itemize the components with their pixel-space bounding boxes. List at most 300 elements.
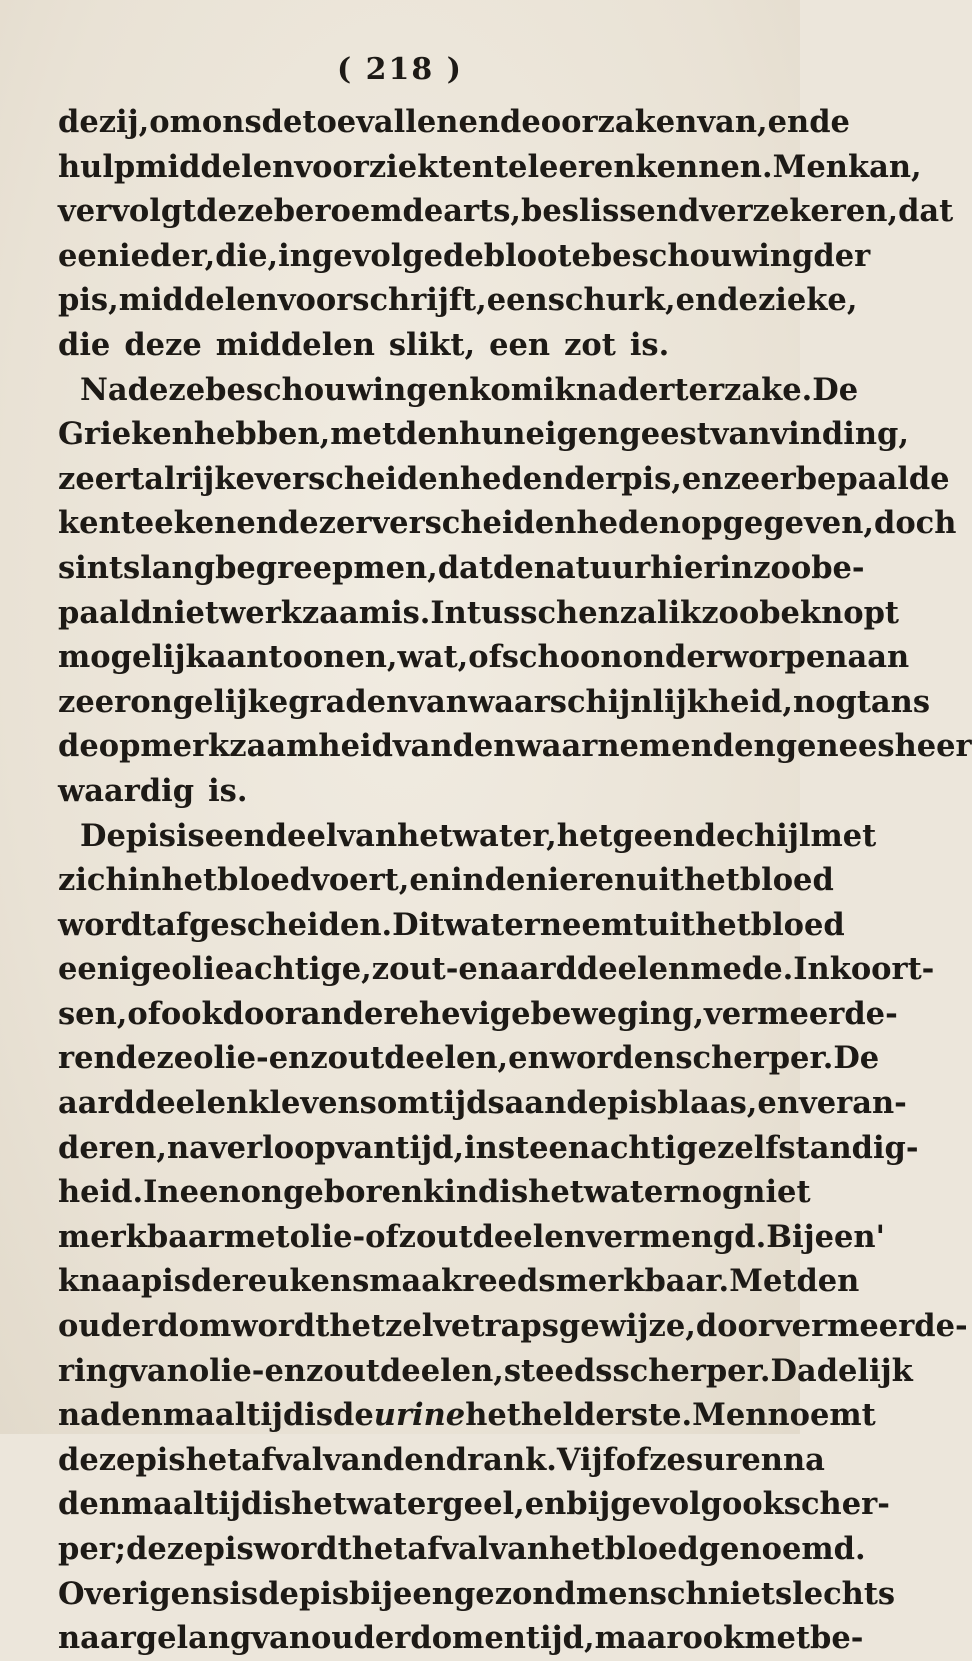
text-line bbox=[58, 1126, 919, 1171]
text-line bbox=[58, 1616, 864, 1661]
word: de bbox=[809, 104, 850, 140]
word: het bbox=[695, 906, 751, 943]
word: paald bbox=[58, 594, 152, 631]
word: reuk bbox=[231, 1263, 311, 1300]
word: pis bbox=[125, 817, 176, 854]
word: een bbox=[489, 326, 551, 363]
word: van bbox=[335, 1129, 396, 1166]
word: Dadelijk bbox=[770, 1352, 913, 1389]
word: merkbaar. bbox=[555, 1263, 730, 1300]
word: kennen. bbox=[635, 148, 773, 185]
text-line bbox=[58, 680, 931, 725]
word: scher- bbox=[783, 1486, 890, 1523]
word: is bbox=[175, 817, 205, 854]
word: den bbox=[99, 1397, 163, 1434]
word: is. bbox=[629, 326, 670, 363]
word: bloed bbox=[217, 862, 312, 899]
word: voorschrijft, bbox=[277, 282, 487, 319]
word: talrijke bbox=[130, 460, 255, 497]
word: of bbox=[127, 995, 161, 1032]
word: het bbox=[185, 1441, 242, 1478]
word: olie- bbox=[188, 1352, 265, 1389]
word: lang bbox=[140, 549, 216, 586]
word: sen, bbox=[58, 995, 128, 1032]
word: men, bbox=[353, 549, 438, 586]
text-line bbox=[58, 100, 850, 145]
word: knaap bbox=[58, 1263, 163, 1300]
word: de bbox=[694, 817, 736, 854]
word: het bbox=[549, 1531, 605, 1567]
word: olieachtige, bbox=[171, 951, 372, 988]
word: geneesheer bbox=[775, 728, 972, 765]
word: ons bbox=[201, 104, 262, 140]
word: de bbox=[261, 104, 303, 140]
text-line bbox=[58, 546, 865, 591]
word: de bbox=[190, 1263, 232, 1300]
word: ik bbox=[668, 594, 702, 631]
text-line bbox=[58, 412, 909, 457]
text-line bbox=[58, 591, 899, 636]
word: is bbox=[304, 1397, 334, 1434]
word: zout- bbox=[371, 951, 459, 988]
text-line bbox=[58, 501, 957, 546]
word: ook bbox=[721, 1486, 784, 1523]
word: pis bbox=[298, 1575, 350, 1612]
word: zeer bbox=[58, 460, 131, 497]
word: beschouwingen bbox=[205, 371, 470, 408]
word: bijgevolg bbox=[566, 1486, 722, 1523]
word: vermeerde- bbox=[773, 1308, 968, 1345]
word: kleven bbox=[248, 1085, 360, 1122]
word: deze bbox=[124, 326, 202, 363]
word: Bij bbox=[766, 1218, 815, 1255]
word: pis bbox=[203, 1531, 254, 1567]
word: of bbox=[365, 1218, 399, 1255]
word: ren bbox=[58, 1040, 116, 1077]
word: De bbox=[80, 817, 126, 854]
word: smaak bbox=[352, 1263, 463, 1300]
word: de bbox=[58, 728, 99, 765]
word: en bbox=[484, 1620, 526, 1657]
word: worden bbox=[549, 1040, 676, 1077]
word: gelang bbox=[135, 1620, 252, 1657]
word: trapsgewijze, bbox=[470, 1308, 696, 1345]
word: maaltijd bbox=[162, 1397, 305, 1434]
word: een bbox=[58, 237, 119, 274]
word: en bbox=[675, 282, 718, 319]
text-line bbox=[58, 189, 954, 234]
word: dat bbox=[898, 193, 954, 230]
word: scherper. bbox=[612, 1352, 771, 1389]
word: en bbox=[681, 460, 724, 497]
word: van bbox=[710, 416, 771, 453]
word: en bbox=[458, 104, 501, 140]
word: is. bbox=[391, 594, 431, 631]
word: na bbox=[58, 1397, 100, 1434]
word: Vijf bbox=[556, 1441, 616, 1478]
word: Overigens bbox=[58, 1575, 230, 1612]
word: ofschoon bbox=[468, 639, 623, 676]
word: en bbox=[409, 862, 451, 899]
word: den bbox=[382, 1441, 446, 1478]
word: natuur bbox=[533, 549, 651, 586]
word: beknopt bbox=[759, 594, 899, 631]
word: geest bbox=[619, 416, 711, 453]
word: water bbox=[346, 1486, 443, 1523]
word: en bbox=[310, 1263, 353, 1300]
word: hierin bbox=[650, 549, 754, 586]
word: ouderdom bbox=[311, 1620, 485, 1657]
word: wat, bbox=[397, 639, 469, 676]
word: olie- bbox=[193, 1040, 269, 1077]
word: chijl bbox=[735, 817, 811, 854]
word: begreep bbox=[215, 549, 354, 586]
word: ieder, bbox=[119, 237, 216, 274]
word: eenige bbox=[58, 951, 172, 988]
word: oorzaken bbox=[540, 104, 698, 140]
word: Men bbox=[692, 1397, 768, 1434]
word: De bbox=[833, 1040, 880, 1077]
word: maaltijd bbox=[120, 1486, 263, 1523]
word: water bbox=[444, 906, 540, 943]
text-line bbox=[58, 769, 774, 814]
word: de bbox=[258, 1575, 299, 1612]
word: Intusschen bbox=[430, 594, 620, 631]
word: neemt bbox=[539, 906, 648, 943]
word: en bbox=[268, 1040, 311, 1077]
word: is. bbox=[208, 772, 248, 809]
word: de bbox=[566, 1085, 608, 1122]
word: aan bbox=[504, 1085, 567, 1122]
word: urine bbox=[373, 1397, 466, 1434]
word: die, bbox=[215, 237, 279, 274]
word: zieke, bbox=[757, 282, 858, 319]
word: der bbox=[813, 237, 871, 274]
text-line bbox=[58, 858, 834, 903]
word: beslissend bbox=[521, 193, 700, 230]
word: zij, bbox=[98, 104, 150, 140]
word: sints bbox=[58, 549, 141, 586]
word: olie- bbox=[289, 1218, 366, 1255]
word: een' bbox=[814, 1218, 885, 1255]
word: beweging, bbox=[530, 995, 704, 1032]
word: beroemde bbox=[273, 193, 444, 230]
word: ook bbox=[682, 1620, 745, 1657]
word: aarddeelen bbox=[499, 951, 691, 988]
word: den bbox=[396, 416, 459, 453]
word: het bbox=[397, 817, 453, 854]
word: deze bbox=[58, 1441, 136, 1478]
word: nogtans bbox=[792, 683, 931, 720]
word: aan bbox=[847, 639, 910, 676]
word: schurk, bbox=[547, 282, 676, 319]
word: het bbox=[528, 1174, 584, 1211]
word: noemt bbox=[767, 1397, 876, 1434]
word: tijd, bbox=[525, 1620, 595, 1657]
word: merkbaar bbox=[58, 1218, 224, 1255]
word: de bbox=[717, 282, 758, 319]
word: pis, bbox=[621, 460, 682, 497]
word: tijd, bbox=[395, 1129, 465, 1166]
word: wordt bbox=[58, 906, 157, 943]
text-line bbox=[58, 1081, 907, 1126]
word: en bbox=[757, 1085, 800, 1122]
word: bepaalde bbox=[795, 460, 950, 497]
word: ouderdom bbox=[58, 1308, 232, 1345]
word: ter bbox=[674, 371, 725, 408]
word: die bbox=[58, 326, 111, 363]
word: eigen bbox=[525, 416, 620, 453]
word: In bbox=[143, 1174, 180, 1211]
word: ingevolge bbox=[278, 237, 444, 274]
word: het bbox=[684, 862, 740, 899]
word: heid. bbox=[58, 1174, 144, 1211]
word: opmerkzaamheid bbox=[98, 728, 393, 765]
word: afgescheiden. bbox=[156, 906, 393, 943]
word: Met bbox=[729, 1263, 797, 1300]
page-number: ( 218 ) bbox=[337, 52, 463, 87]
word: be- bbox=[810, 1620, 864, 1657]
text-line bbox=[58, 1170, 811, 1215]
word: in bbox=[450, 862, 485, 899]
word: opgegeven, bbox=[680, 505, 874, 542]
word: deze bbox=[115, 1040, 194, 1077]
word: Men bbox=[772, 148, 848, 185]
word: zoo bbox=[753, 549, 812, 586]
word: nog bbox=[679, 1174, 744, 1211]
word: een bbox=[392, 1575, 454, 1612]
text-line bbox=[58, 278, 858, 323]
word: onderworpen bbox=[622, 639, 848, 676]
word: zoo bbox=[701, 594, 760, 631]
word: is bbox=[229, 1575, 259, 1612]
word: aarddeelen bbox=[58, 1085, 249, 1122]
word: ik bbox=[542, 371, 576, 408]
word: zoutdeelen bbox=[398, 1218, 586, 1255]
word: het bbox=[161, 862, 218, 899]
word: verscheidenheden bbox=[371, 505, 681, 542]
word: Dit bbox=[392, 906, 445, 943]
word: bloed bbox=[739, 862, 834, 899]
text-line bbox=[58, 1304, 968, 1349]
word: van bbox=[251, 1620, 312, 1657]
word: hetzelve bbox=[329, 1308, 471, 1345]
word: zot bbox=[564, 326, 616, 363]
word: bloed bbox=[604, 1531, 699, 1567]
word: wordt bbox=[231, 1308, 330, 1345]
word: drank. bbox=[445, 1441, 557, 1478]
word: den bbox=[796, 1263, 860, 1300]
word: beschouwing bbox=[590, 237, 814, 274]
word: deze bbox=[127, 371, 206, 408]
word: een bbox=[486, 282, 548, 319]
text-line bbox=[58, 992, 898, 1037]
word: voert, bbox=[311, 862, 410, 899]
word: middelen bbox=[118, 282, 278, 319]
word: slikt, bbox=[388, 326, 476, 363]
word: ook bbox=[160, 995, 223, 1032]
word: met bbox=[330, 416, 397, 453]
word: en bbox=[524, 1486, 567, 1523]
word: steenachtige bbox=[497, 1129, 717, 1166]
word: deze bbox=[126, 1531, 204, 1567]
word: den bbox=[58, 1486, 121, 1523]
word: dat bbox=[437, 549, 493, 586]
text-line bbox=[58, 1036, 880, 1081]
word: vermengd. bbox=[585, 1218, 767, 1255]
word: en bbox=[767, 104, 810, 140]
word: van bbox=[323, 1441, 383, 1478]
word: verscheidenheden bbox=[254, 460, 565, 497]
text-line bbox=[58, 1215, 885, 1260]
word: zich bbox=[58, 862, 128, 899]
word: nieren bbox=[525, 862, 637, 899]
word: deze bbox=[196, 193, 274, 230]
word: een bbox=[204, 817, 266, 854]
word: somtijds bbox=[359, 1085, 505, 1122]
word: arts, bbox=[443, 193, 522, 230]
word: mogelijk bbox=[58, 639, 207, 676]
word: genoemd. bbox=[698, 1531, 866, 1567]
word: hun bbox=[458, 416, 526, 453]
word: ring bbox=[58, 1352, 130, 1389]
word: na bbox=[782, 1441, 825, 1478]
word: kom bbox=[469, 371, 543, 408]
word: zake. bbox=[724, 371, 813, 408]
text-line bbox=[58, 1482, 890, 1527]
word: pis, bbox=[58, 282, 119, 319]
word: bij bbox=[349, 1575, 393, 1612]
word: kan, bbox=[847, 148, 922, 185]
word: na bbox=[167, 1129, 209, 1166]
word: deren, bbox=[58, 1129, 167, 1166]
word: pisblaas, bbox=[607, 1085, 758, 1122]
word: een bbox=[179, 1174, 241, 1211]
word: nader bbox=[575, 371, 675, 408]
word: zoutdeelen, bbox=[306, 1352, 504, 1389]
word: voor bbox=[294, 148, 369, 185]
word: met bbox=[744, 1620, 811, 1657]
text-line bbox=[58, 1349, 913, 1394]
word: pis bbox=[135, 1441, 186, 1478]
word: het bbox=[465, 1397, 521, 1434]
word: wordt bbox=[253, 1531, 352, 1567]
word: zal bbox=[619, 594, 669, 631]
word: De bbox=[812, 371, 859, 408]
word: Na bbox=[80, 371, 128, 408]
word: vinding, bbox=[770, 416, 909, 453]
word: de bbox=[58, 104, 99, 140]
word: afval bbox=[407, 1531, 490, 1567]
word: het bbox=[291, 1486, 347, 1523]
word: van bbox=[129, 1352, 189, 1389]
word: waardig bbox=[58, 772, 195, 809]
word: maar bbox=[594, 1620, 683, 1657]
word: den bbox=[452, 728, 516, 765]
word: Grieken bbox=[58, 416, 194, 453]
text-line bbox=[58, 368, 859, 413]
word: en bbox=[458, 951, 500, 988]
word: per; bbox=[58, 1531, 127, 1567]
word: zeer bbox=[58, 683, 131, 720]
word: geel, bbox=[442, 1486, 525, 1523]
word: water bbox=[583, 1174, 680, 1211]
word: met bbox=[810, 817, 877, 854]
word: gezond bbox=[453, 1575, 576, 1612]
word: In bbox=[793, 951, 830, 988]
word: is bbox=[262, 1486, 292, 1523]
text-line bbox=[58, 1527, 866, 1572]
text-line bbox=[58, 814, 877, 859]
word: naar bbox=[58, 1620, 136, 1657]
word: te bbox=[493, 148, 528, 185]
word: niet bbox=[707, 1575, 775, 1612]
text-line bbox=[58, 635, 910, 680]
text-line bbox=[58, 724, 972, 769]
word: andere bbox=[300, 995, 419, 1032]
word: be- bbox=[811, 549, 865, 586]
word: veran- bbox=[799, 1085, 907, 1122]
word: de bbox=[443, 237, 484, 274]
word: de bbox=[333, 1397, 374, 1434]
word: helderste. bbox=[520, 1397, 693, 1434]
word: bloote bbox=[483, 237, 591, 274]
word: middelen bbox=[215, 326, 375, 363]
word: uit bbox=[647, 906, 696, 943]
word: en bbox=[508, 1040, 550, 1077]
word: hebben, bbox=[193, 416, 331, 453]
word: ongeboren bbox=[240, 1174, 424, 1211]
word: scherper. bbox=[675, 1040, 834, 1077]
word: in bbox=[464, 1129, 498, 1166]
word: in bbox=[127, 862, 162, 899]
body-text bbox=[58, 100, 972, 1661]
text-line bbox=[58, 903, 845, 948]
word: en bbox=[264, 1352, 307, 1389]
word: slechts bbox=[774, 1575, 896, 1612]
word: mensch bbox=[575, 1575, 708, 1612]
word: de bbox=[493, 549, 534, 586]
word: der bbox=[564, 460, 622, 497]
word: dezer bbox=[277, 505, 372, 542]
word: of bbox=[615, 1441, 650, 1478]
word: uit bbox=[636, 862, 685, 899]
word: kind bbox=[423, 1174, 500, 1211]
word: hevige bbox=[418, 995, 531, 1032]
word: niet bbox=[151, 594, 220, 631]
word: het bbox=[351, 1531, 408, 1567]
text-line bbox=[58, 234, 871, 279]
word: de bbox=[484, 862, 526, 899]
text-line bbox=[58, 457, 950, 502]
word: leeren bbox=[527, 148, 636, 185]
word: van, bbox=[697, 104, 768, 140]
word: uren bbox=[703, 1441, 783, 1478]
text-line bbox=[58, 1572, 896, 1617]
word: zelfstandig- bbox=[717, 1129, 919, 1166]
word: hulpmiddelen bbox=[58, 148, 295, 185]
word: koort- bbox=[829, 951, 935, 988]
word: deel bbox=[265, 817, 338, 854]
word: steeds bbox=[503, 1352, 613, 1389]
text-line bbox=[58, 1393, 876, 1438]
word: niet bbox=[743, 1174, 811, 1211]
word: mede. bbox=[690, 951, 794, 988]
word: verloop bbox=[208, 1129, 336, 1166]
word: toevallen bbox=[302, 104, 459, 140]
word: is bbox=[499, 1174, 529, 1211]
word: verzekeren, bbox=[699, 193, 899, 230]
